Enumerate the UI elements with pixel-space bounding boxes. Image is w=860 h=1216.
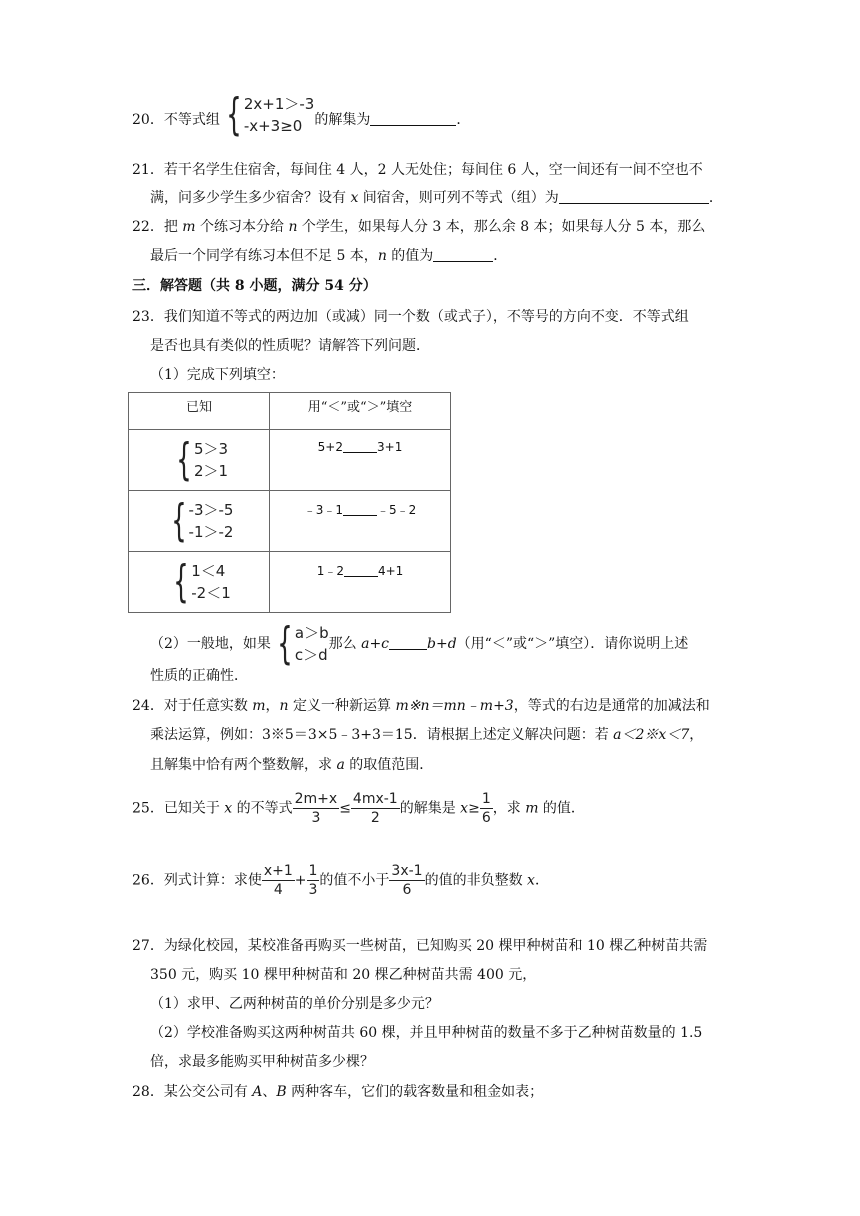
variable: a: [336, 757, 345, 773]
punct: ．: [456, 112, 471, 128]
fraction: [262, 862, 295, 899]
question-21-line2: [150, 188, 723, 208]
numerator: 1: [308, 863, 318, 879]
inequality-system: [271, 618, 329, 669]
question-27-part2-line2: 倍，求最多能购买甲种树苗多少棵？: [150, 1054, 374, 1070]
expression: a+c: [361, 636, 390, 652]
question-23-line1: 23．我们知道不等式的两边加（或减）同一个数（或式子），不等号的方向不变．不等式组: [132, 309, 689, 325]
numerator: 2m+x: [294, 791, 338, 807]
comparison-table: [128, 392, 451, 613]
expression: 1﹣2: [316, 564, 344, 578]
system-row: a＞b: [294, 624, 329, 642]
system-row: 1＜4: [191, 562, 226, 580]
answer-blank[interactable]: [433, 247, 493, 262]
table-row: [129, 430, 451, 491]
question-text: 28．某公交公司有: [132, 1084, 253, 1100]
operator: ≥: [468, 800, 480, 817]
system-row: 5＞3: [193, 440, 229, 458]
variable: x: [527, 872, 535, 889]
system-row: -x+3≥0: [243, 117, 303, 135]
question-text: 的取值范围．: [344, 757, 434, 773]
question-number: 20．: [132, 112, 164, 128]
question-text: 且解集中恰有两个整数解，求: [150, 757, 337, 773]
variable: m: [182, 219, 196, 235]
brace-icon: {: [277, 618, 293, 669]
question-text: 的值的非负整数: [424, 872, 528, 889]
question-text: ，求: [492, 800, 526, 817]
question-27-part2: （2）学校准备购买这两种树苗共 60 棵，并且甲种树苗的数量不多于乙种树苗数量的 1.5: [150, 1025, 703, 1041]
variable: x: [224, 800, 233, 817]
table-cell: [270, 491, 451, 552]
inequality: a＜2※x＜7: [613, 727, 690, 743]
question-23-part2: [150, 618, 689, 669]
system-row: -1＞-2: [188, 523, 234, 541]
numerator: 1: [481, 791, 491, 807]
inequality-system: [220, 89, 315, 140]
question-text: 间宿舍，则可列不等式（组）为: [358, 190, 559, 206]
table-cell: [270, 430, 451, 491]
numerator: 3x-1: [391, 863, 423, 879]
answer-blank[interactable]: [389, 635, 427, 650]
question-24-line3: [150, 755, 433, 775]
inequality-system: [170, 434, 229, 485]
question-text: 的值为: [386, 248, 434, 264]
fraction: [480, 790, 493, 827]
answer-blank[interactable]: [370, 111, 456, 126]
question-text: 个练习本分给: [195, 219, 289, 235]
variable: B: [276, 1084, 287, 1100]
numerator: 4mx-1: [352, 791, 398, 807]
numerator: x+1: [263, 863, 293, 879]
question-27-line1: 27．为绿化校园，某校准备再购买一些树苗，已知购买 20 棵甲种树苗和 10 棵乙种树苗共需: [132, 938, 708, 954]
system-row: c＞d: [294, 646, 328, 664]
variable: n: [279, 698, 289, 714]
question-text: 那么: [328, 636, 362, 652]
question-text: 不等式组: [163, 112, 220, 128]
question-text: ，等式的右边是通常的加减法和: [513, 698, 710, 714]
question-23-line2: 是否也具有类似的性质呢？请解答下列问题．: [150, 338, 430, 354]
expression: 5+2: [317, 440, 343, 454]
fraction: [389, 862, 424, 899]
variable: n: [288, 219, 298, 235]
answer-blank[interactable]: [343, 440, 377, 453]
question-text: （用“＜”或“＞”填空）．请你说明上述: [456, 636, 689, 652]
question-text: 22．把: [132, 219, 183, 235]
question-20: [132, 89, 471, 140]
section-heading: 三．解答题（共 8 小题，满分 54 分）: [132, 278, 377, 294]
question-text: 的不等式: [232, 800, 293, 817]
expression: 3+1: [377, 440, 403, 454]
denominator: 4: [273, 882, 283, 898]
denominator: 2: [370, 810, 380, 826]
variable: x: [350, 190, 359, 206]
question-text: 25．已知关于: [132, 800, 225, 817]
question-22-line2: [150, 246, 507, 266]
question-25: [132, 790, 585, 827]
variable: A: [252, 1084, 263, 1100]
expression: ﹣3﹣1: [303, 503, 343, 517]
question-text: 的解集是: [399, 800, 461, 817]
header-fill: 用“＜”或“＞”填空: [307, 400, 413, 415]
answer-blank[interactable]: [344, 564, 378, 577]
brace-icon: {: [170, 495, 187, 546]
question-27-part1: （1）求甲、乙两种树苗的单价分别是多少元？: [150, 996, 439, 1012]
brace-icon: {: [226, 89, 242, 140]
fraction: [351, 790, 400, 827]
question-text: （2）一般地，如果: [150, 636, 271, 652]
inequality-system: [165, 495, 234, 546]
question-21-line1: 21．若干名学生住宿舍，每间住 4 人，2 人无处住；每间住 6 人，空一间还有一间不空也不: [132, 162, 703, 178]
operation-definition: m※n＝mn﹣m+3: [395, 698, 514, 714]
question-text: 最后一个同学有练习本但不足 5 本，: [150, 248, 378, 264]
punct: ，: [265, 698, 280, 714]
fraction: [307, 862, 320, 899]
table-header-row: [129, 393, 451, 430]
expression: b+d: [427, 636, 457, 652]
system-row: 2＞1: [193, 462, 229, 480]
question-text: 个学生，如果每人分 3 本，那么余 8 本；如果每人分 5 本，那么: [297, 219, 706, 235]
operator: +: [294, 872, 307, 889]
answer-blank[interactable]: [343, 503, 377, 516]
denominator: 6: [402, 882, 412, 898]
variable: n: [377, 248, 387, 264]
question-text: 两种客车，它们的载客数量和租金如表；: [286, 1084, 544, 1100]
denominator: 3: [311, 810, 321, 826]
expression: 4+1: [377, 564, 404, 578]
system-row: -3＞-5: [188, 501, 234, 519]
variable: x: [460, 800, 469, 817]
question-24-line2: [150, 725, 703, 745]
denominator: 6: [481, 810, 491, 826]
variable: m: [252, 698, 266, 714]
inequality-system: [167, 556, 231, 607]
system-row: 2x+1＞-3: [243, 95, 315, 113]
denominator: 3: [308, 882, 318, 898]
punct: ．: [493, 248, 508, 264]
punct: ，: [689, 727, 704, 743]
table-cell: [129, 552, 270, 613]
table-cell: [129, 430, 270, 491]
system-row: -2＜1: [191, 584, 231, 602]
punct: 、: [262, 1084, 277, 1100]
question-text: 乘法运算，例如：3※5＝3×5﹣3+3＝15．请根据上述定义解决问题：若: [150, 727, 614, 743]
question-text: 满，问多少学生多少宿舍？设有: [150, 190, 351, 206]
question-22-line1: [132, 217, 705, 237]
fraction: [293, 790, 340, 827]
table-header-cell: [129, 393, 270, 430]
brace-icon: {: [176, 434, 192, 485]
question-text: 定义一种新运算: [288, 698, 396, 714]
table-row: [129, 491, 451, 552]
question-26: [132, 862, 549, 899]
variable: m: [525, 800, 539, 817]
answer-blank[interactable]: [559, 189, 709, 204]
operator: ≤: [339, 800, 351, 817]
question-23-part2-line2: 性质的正确性．: [150, 668, 248, 684]
table-cell: [270, 552, 451, 613]
question-24-line1: [132, 696, 710, 716]
question-27-line2: 350 元，购买 10 棵甲种树苗和 20 棵乙种树苗共需 400 元，: [150, 967, 537, 983]
question-text: 26．列式计算：求使: [132, 872, 262, 889]
punct: ．: [534, 872, 549, 889]
punct: ．: [708, 190, 723, 206]
question-text: 24．对于任意实数: [132, 698, 253, 714]
question-text: 的解集为: [314, 112, 371, 128]
question-28: [132, 1082, 543, 1102]
header-known: 已知: [185, 400, 212, 415]
question-text: 的值．: [538, 800, 585, 817]
table-cell: [129, 491, 270, 552]
question-text: 的值不小于: [319, 872, 390, 889]
brace-icon: {: [173, 556, 189, 607]
question-23-part1: （1）完成下列填空：: [150, 367, 285, 383]
table-row: [129, 552, 451, 613]
expression: ﹣5﹣2: [377, 503, 417, 517]
table-header-cell: [270, 393, 451, 430]
